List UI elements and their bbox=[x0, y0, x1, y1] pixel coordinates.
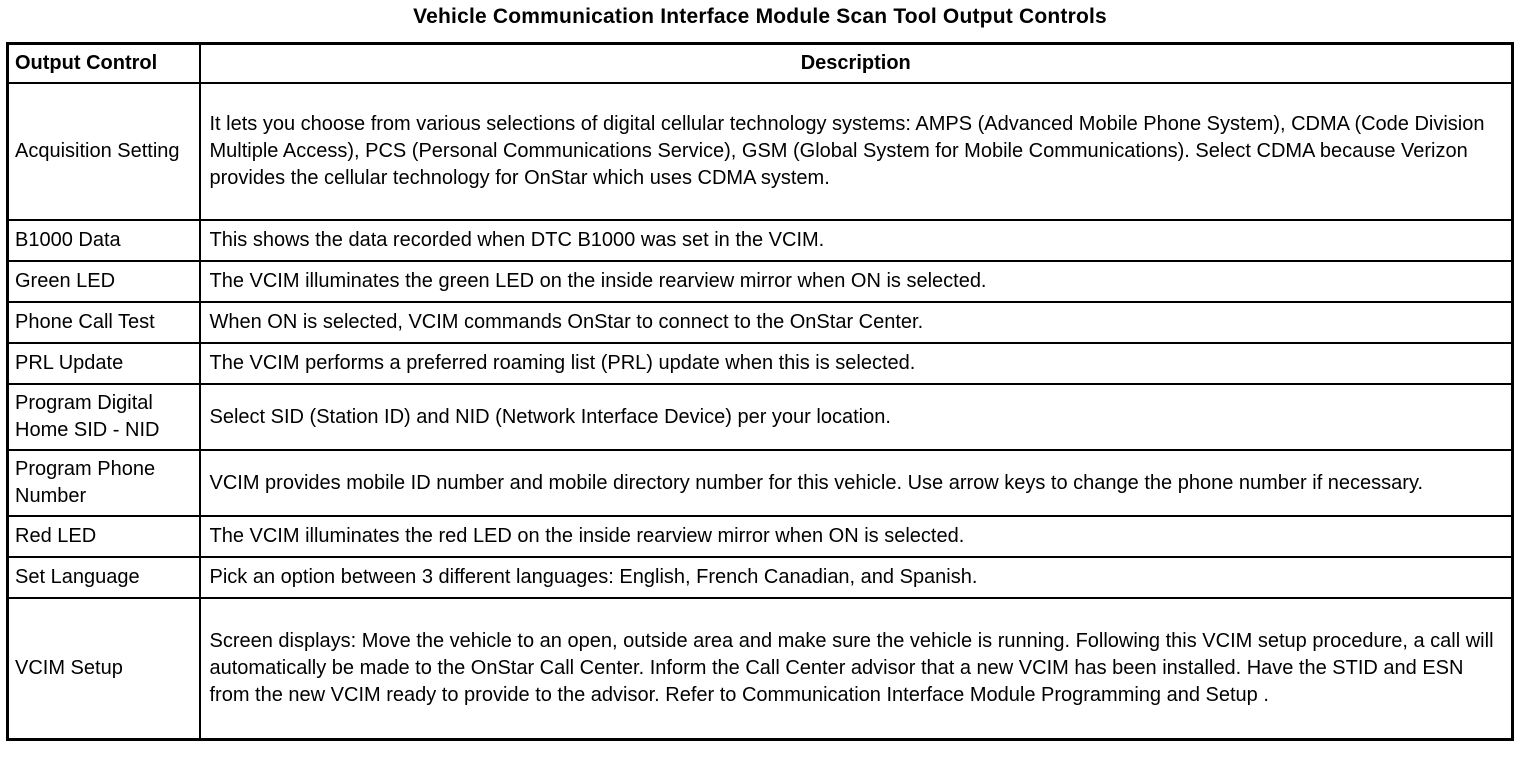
control-cell: Acquisition Setting bbox=[8, 83, 200, 220]
table-row bbox=[8, 261, 1513, 302]
description-cell: The VCIM illuminates the red LED on the inside rearview mirror when ON is selected. bbox=[200, 516, 1513, 557]
control-cell: Green LED bbox=[8, 261, 200, 302]
column-header-output-control: Output Control bbox=[8, 44, 200, 84]
table-row bbox=[8, 302, 1513, 343]
description-cell: It lets you choose from various selections of digital cellular technology systems: AMPS (Advanced Mobile Phone System), CDMA (Code Division Multiple Access), PCS (Personal Communications Service), GSM (Global System for Mobile Communications). Select CDMA because Verizon provides the cellular technology for OnStar which uses CDMA system. bbox=[200, 83, 1513, 220]
table-row bbox=[8, 343, 1513, 384]
table-row bbox=[8, 384, 1513, 450]
control-cell: VCIM Setup bbox=[8, 598, 200, 739]
description-cell: VCIM provides mobile ID number and mobile directory number for this vehicle. Use arrow keys to change the phone number if necessary. bbox=[200, 450, 1513, 516]
control-cell: Program Digital Home SID - NID bbox=[8, 384, 200, 450]
control-cell: Red LED bbox=[8, 516, 200, 557]
control-cell: PRL Update bbox=[8, 343, 200, 384]
description-cell: Pick an option between 3 different languages: English, French Canadian, and Spanish. bbox=[200, 557, 1513, 598]
control-cell: Set Language bbox=[8, 557, 200, 598]
control-cell: Program Phone Number bbox=[8, 450, 200, 516]
description-cell: Select SID (Station ID) and NID (Network Interface Device) per your location. bbox=[200, 384, 1513, 450]
description-cell: The VCIM illuminates the green LED on the inside rearview mirror when ON is selected. bbox=[200, 261, 1513, 302]
table-row bbox=[8, 516, 1513, 557]
output-controls-table bbox=[6, 42, 1514, 741]
description-cell: The VCIM performs a preferred roaming list (PRL) update when this is selected. bbox=[200, 343, 1513, 384]
table-row bbox=[8, 598, 1513, 739]
control-cell: B1000 Data bbox=[8, 220, 200, 261]
control-cell: Phone Call Test bbox=[8, 302, 200, 343]
page-title: Vehicle Communication Interface Module Scan Tool Output Controls bbox=[413, 5, 1107, 28]
column-header-description: Description bbox=[200, 44, 1513, 84]
table-row bbox=[8, 557, 1513, 598]
table-row bbox=[8, 450, 1513, 516]
table-row bbox=[8, 220, 1513, 261]
description-cell: When ON is selected, VCIM commands OnStar to connect to the OnStar Center. bbox=[200, 302, 1513, 343]
table-row bbox=[8, 83, 1513, 220]
description-cell: This shows the data recorded when DTC B1000 was set in the VCIM. bbox=[200, 220, 1513, 261]
table-header-row bbox=[8, 44, 1513, 84]
description-cell: Screen displays: Move the vehicle to an open, outside area and make sure the vehicle is running. Following this VCIM setup procedure, a call will automatically be made to the OnStar Call Center. Inform the Call Center advisor that a new VCIM has been installed. Have the STID and ESN from the new VCIM ready to provide to the advisor. Refer to Communication Interface Module Programming and Setup . bbox=[200, 598, 1513, 739]
